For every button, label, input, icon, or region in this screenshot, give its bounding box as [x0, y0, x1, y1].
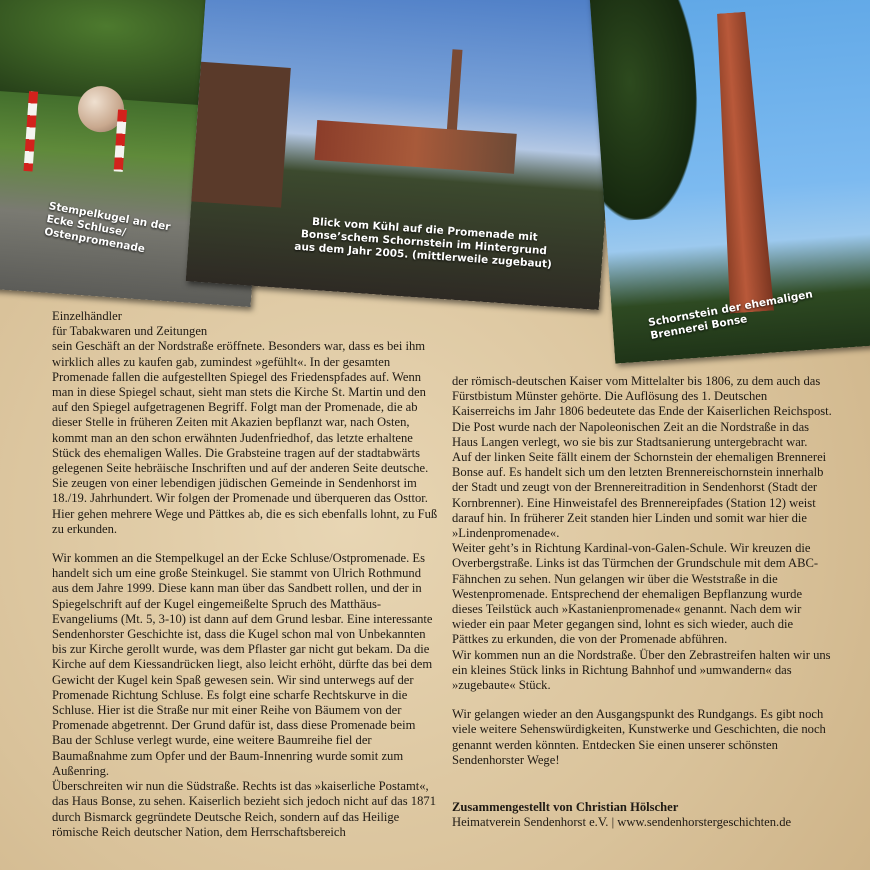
text-column-right	[452, 374, 832, 830]
photo-schornstein	[589, 0, 870, 364]
photo-promenade	[186, 0, 621, 310]
text-line: für Tabakwaren und Zeitungen	[52, 324, 208, 339]
paragraph	[52, 309, 438, 537]
text-run: sein Geschäft an der Nordstraße eröffnete. Besonders war, dass es bei ihm wirklich alles zu kaufen gab, zumindest »gefühlt«. In der gesamten Promenade fallen die aufgestellten Spiegel des Friedenspfades auf. Wenn man in diese Spiegel schaut, sieht man stets die Kirche St. Martin und den auf den Spiegel aufgetragenen Begriff. Folgt man der Promenade, die ab dieser Stelle in früheren Zeiten mit Akazien bepflanzt war, nach Osten, kommt man an den schon erwähnten Judenfriedhof, das letzte erhaltene Stück des ehemaligen Walles. Die Grabsteine tragen auf der stadtabwärts gelegenen Seite hebräische Inschriften und auf der anderen Seite deutsche. Sie zeugen von einer lebendigen jüdischen Gemeinde in Sendenhorst im 18./19. Jahrhundert. Wir folgen der Promenade und überqueren das Osttor. Hier gehen mehrere Wege und Pättkes ab, die es sich ebenfalls lohnt, zu Fuß zu erkunden.	[52, 339, 438, 536]
photo-caption: Stempelkugel an der Ecke Schluse/ Ostenpromenade	[43, 200, 172, 256]
paragraph: Auf der linken Seite fällt einem der Schornstein der ehemaligen Brennerei Bonse auf. Es handelt sich um den letzten Brennereischornstein innerhalb der Stadt und zeugt von der Brennereitradition in Sendenhorst (Stadt der Kornbrenner). Eine Hinweistafel des Brennereipfades (Station 12) weist darauf hin. In früherer Zeit standen hier Linden und somit war hier die »Lindenpromenade«.	[452, 450, 827, 541]
text-column-left	[52, 309, 438, 840]
paragraph: Wir gelangen wieder an den Ausgangspunkt des Rundgangs. Es gibt noch viele weitere Sehenswürdigkeiten, Kunstwerke und Geschichten, die noch genannt werden könnten. Entdecken Sie einen unserer schönsten Sendenhorster Wege!	[452, 707, 826, 767]
tree-left	[589, 0, 705, 223]
paragraph: Wir kommen an die Stempelkugel an der Ecke Schluse/Ostpromenade. Es handelt sich um eine große Steinkugel. Sie stammt von Ulrich Rothmund aus dem Jahre 1999. Diese kann man über das Sandbett rollen, und der in Spiegelschrift auf der Kugel eingemeißelte Spruch des Matthäus-Evangeliums (Mt. 5, 3-10) ist dann auf dem Grund lesbar. Eine interessante Sendenhorster Geschichte ist, dass die Kugel schon mal von Unbekannten bis zur Kirche gerollt wurde, was dem Pflaster gar nicht gut bekam. Da die Kirche auf dem Kiessandrücken liegt, also leicht erhöht, dürfte das bei dem Gewicht der Kugel kein Spaß gewesen sein. Wir sind unterwegs auf der Promenade Richtung Schluse. Es folgt eine scharfe Rechtskurve in die Schluse. Hier ist die Straße nur mit einer Reihe von Bäumem von der Promenade abgetrennt. Der Grund dafür ist, dass diese Promenade beim Bau der Schluse verlegt wurde, eine weitere Baumreihe fiel der Baumaßnahme zum Opfer und der Baum-Innenring wurde somit zum Außenring.	[52, 551, 433, 778]
text-line: Einzelhändler	[52, 309, 122, 323]
author-credit: Zusammengestellt von Christian Hölscher	[452, 800, 679, 815]
photo-caption: Schornstein der ehemaligen Brennerei Bonse	[647, 288, 814, 342]
footer: Heimatverein Sendenhorst e.V. | www.sendenhorstergeschichten.de	[452, 815, 792, 830]
paragraph: der römisch-deutschen Kaiser vom Mittelalter bis 1806, zu dem auch das Fürstbistum Münster gehörte. Die Auflösung des 1. Deutschen Kaiserreichs im Jahr 1806 bedeutete das Ende der Kaiserlichen Reichspost. Die Post wurde nach der Napoleonischen Zeit an die Nordstraße in das Haus Langen verlegt, wo sie bis zur Stadtsanierung untergebracht war.	[452, 374, 832, 449]
roofs	[191, 62, 291, 208]
paragraph: Weiter geht’s in Richtung Kardinal-von-Galen-Schule. Wir kreuzen die Overbergstraße. Links ist das Türmchen der Grundschule mit dem ABC-Fähnchen zu sehen. Nun gelangen wir über die Weststraße in die Westenpromenade. Entsprechend der ehemaligen Bepflanzung wurde dieses Teilstück auch »Kastanienpromenade« genannt. Nach dem wir wieder ein paar Meter gegangen sind, lohnt es sich wieder, auch die Pättkes zu erkunden, die von der Promenade abführen.	[452, 541, 819, 647]
paragraph: Wir kommen nun an die Nordstraße. Über den Zebrastreifen halten wir uns ein kleines Stück links in Richtung Bahnhof und »umwandern« das »zugebaute« Stück.	[452, 647, 831, 693]
paragraph: Überschreiten wir nun die Südstraße. Rechts ist das »kaiserliche Postamt«, das Haus Bonse, zu sehen. Kaiserlich bezieht sich jedoch nicht auf das 1871 durch Bismarck gegründete Deutsche Reich, sondern auf das Heilige römische Reich deutscher Nation, dem Herrschaftsbereich	[52, 779, 436, 839]
photo-caption: Blick vom Kühl auf die Promenade mit Bonse’schem Schornstein im Hintergrund aus dem Jahr 2005. (mittlerweile zugebaut)	[293, 215, 553, 271]
